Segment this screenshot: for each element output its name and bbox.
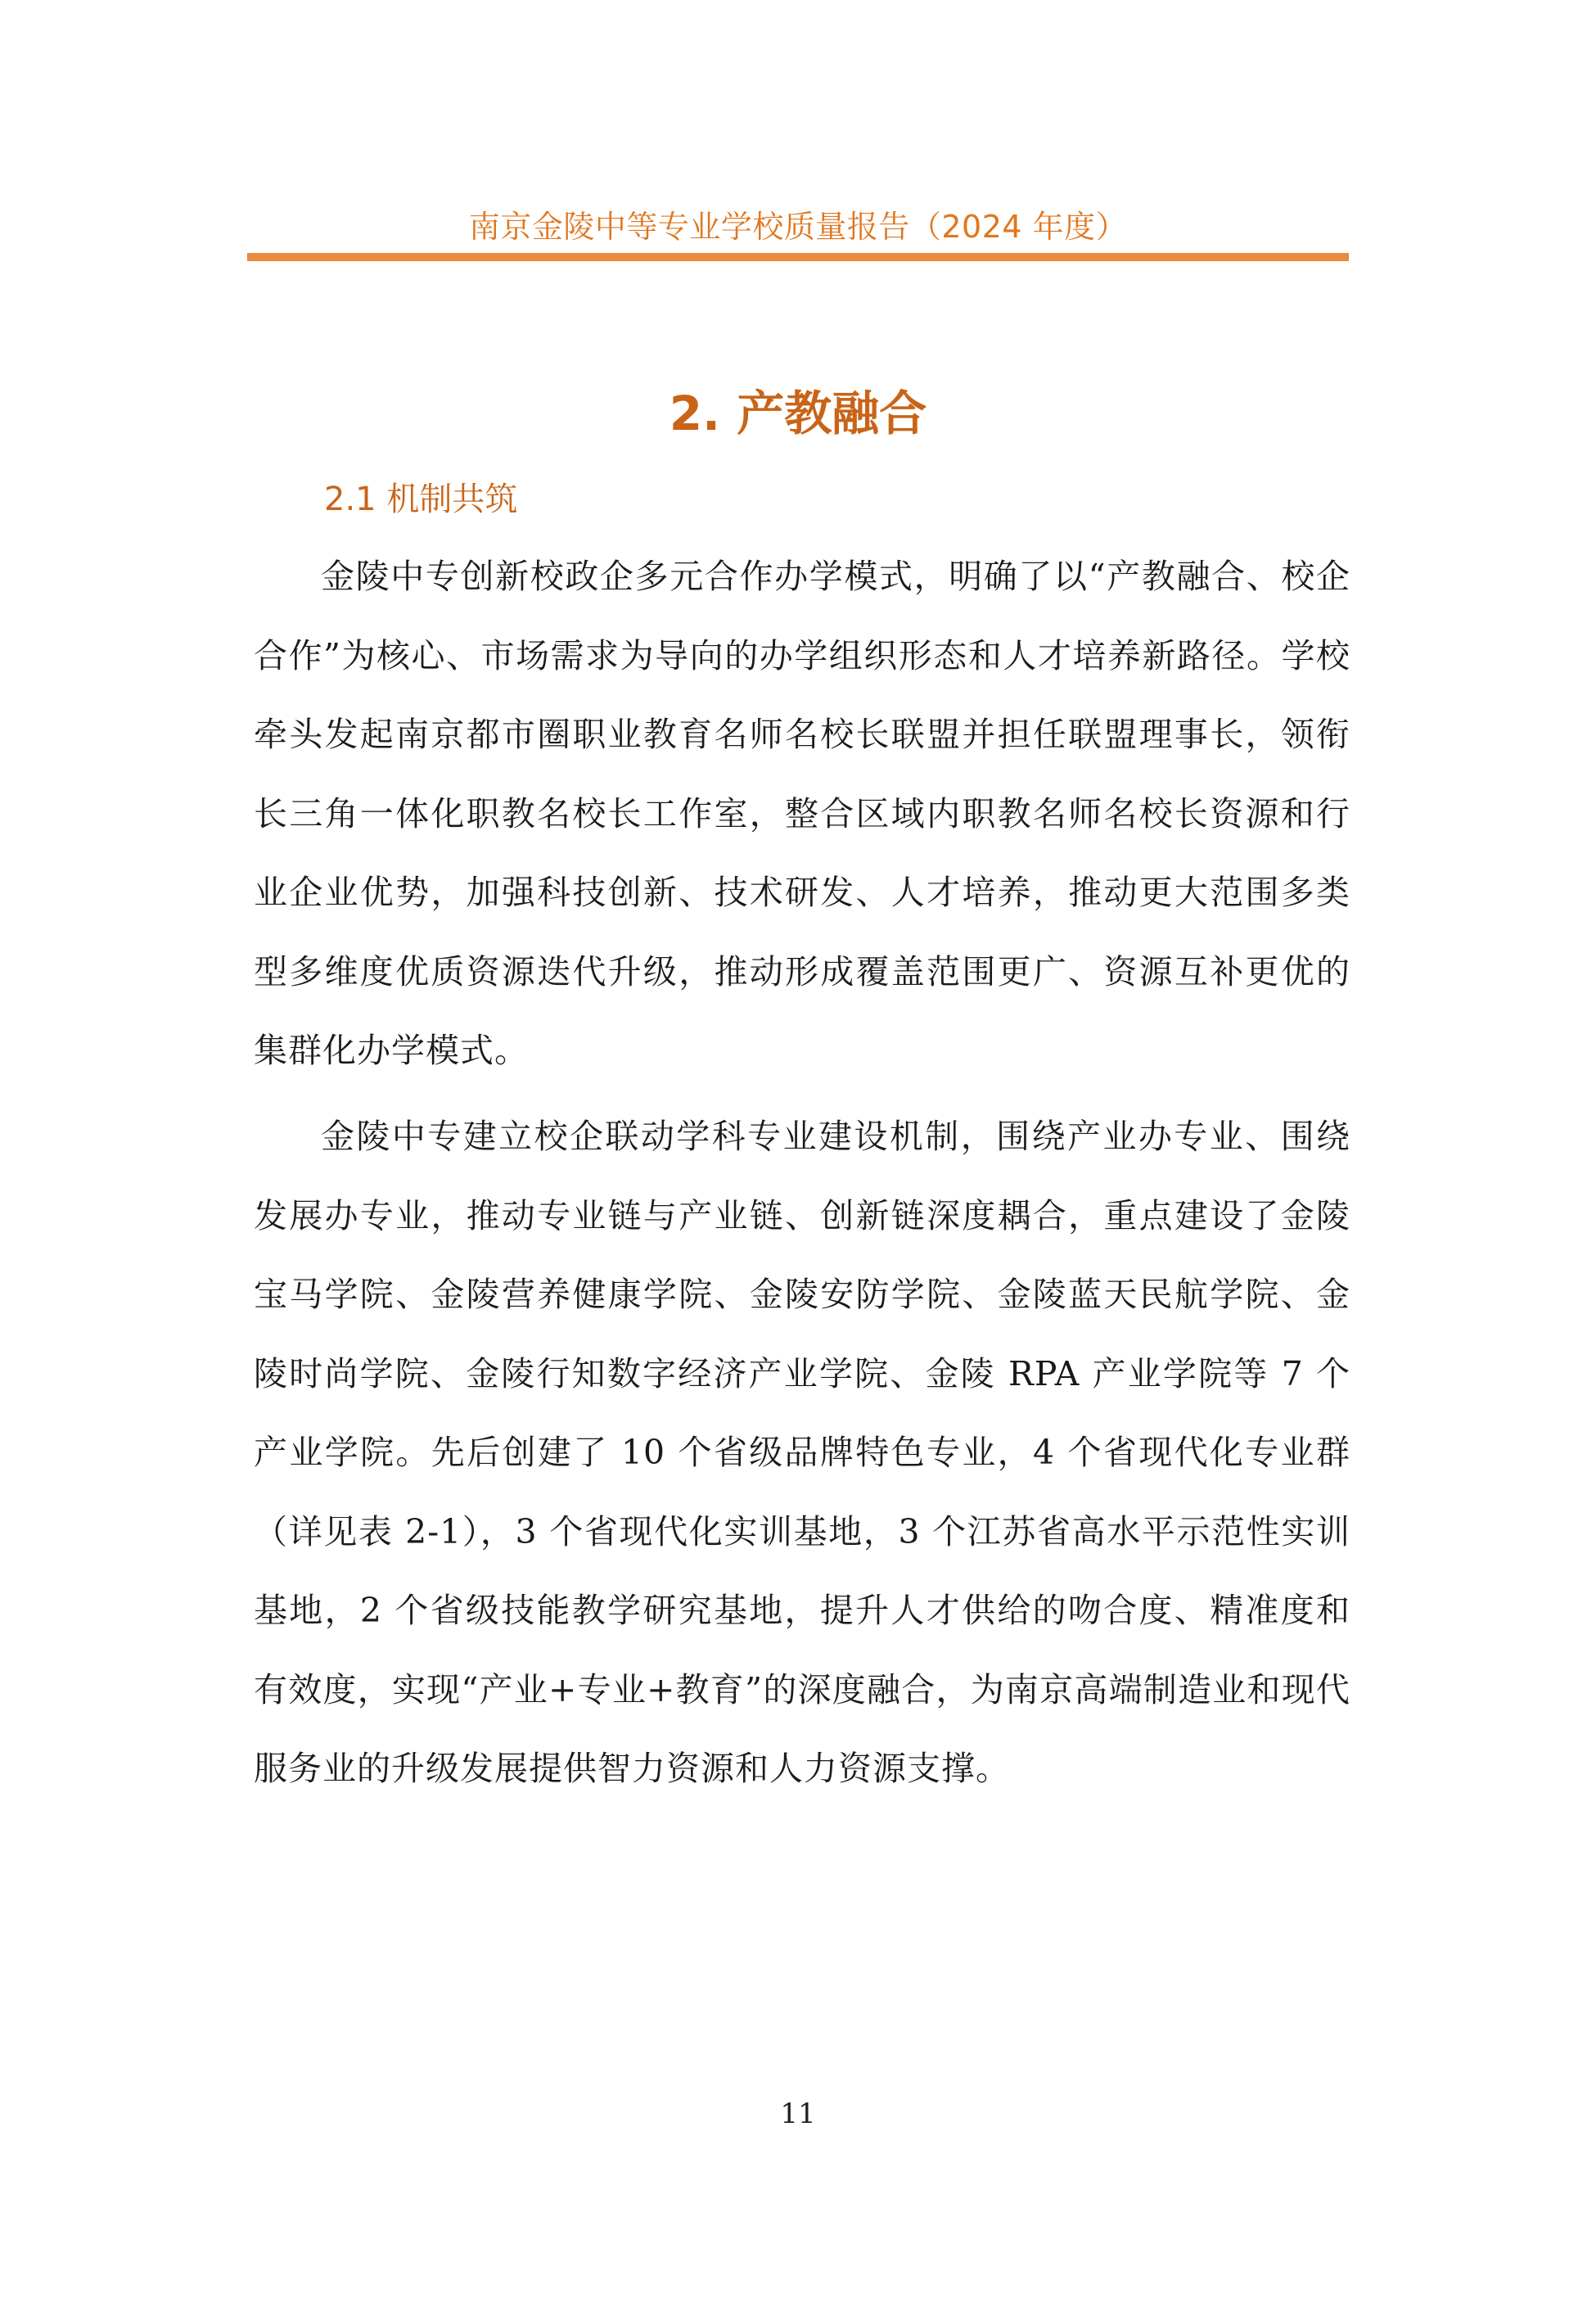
header-divider — [247, 253, 1349, 261]
body-paragraph-2-block — [254, 1097, 1350, 1808]
body-paragraph-1-block — [254, 537, 1350, 1091]
body-paragraph: 金陵中专建立校企联动学科专业建设机制，围绕产业办专业、围绕发展办专业，推动专业链与产业链、创新链深度耦合，重点建设了金陵宝马学院、金陵营养健康学院、金陵安防学院、金陵蓝天民航学院、金陵时尚学院、金陵行知数字经济产业学院、金陵 RPA 产业学院等 7 个产业学院。先后创建了 10 个省级品牌特色专业，4 个省现代化专业群（详见表 2-1），3 个省现代化实训基地，3 个江苏省高水平示范性实训基地，2 个省级技能教学研究基地，提升人才供给的吻合度、精准度和有效度，实现“产业+专业+教育”的深度融合，为南京高端制造业和现代服务业的升级发展提供智力资源和人力资源支撑。 — [254, 1117, 1350, 1788]
page-number: 11 — [780, 2097, 816, 2130]
body-paragraph: 金陵中专创新校政企多元合作办学模式，明确了以“产教融合、校企合作”为核心、市场需求为导向的办学组织形态和人才培养新路径。学校牵头发起南京都市圈职业教育名师名校长联盟并担任联盟理事长，领衔长三角一体化职教名校长工作室，整合区域内职教名师名校长资源和行业企业优势，加强科技创新、技术研发、人才培养，推动更大范围多类型多维度优质资源迭代升级，推动形成覆盖范围更广、资源互补更优的集群化办学模式。 — [254, 557, 1350, 1070]
subsection-title: 2.1 机制共筑 — [324, 481, 518, 518]
running-header-title: 南京金陵中等专业学校质量报告（2024 年度） — [468, 209, 1128, 245]
section-title: 2. 产教融合 — [669, 386, 927, 441]
